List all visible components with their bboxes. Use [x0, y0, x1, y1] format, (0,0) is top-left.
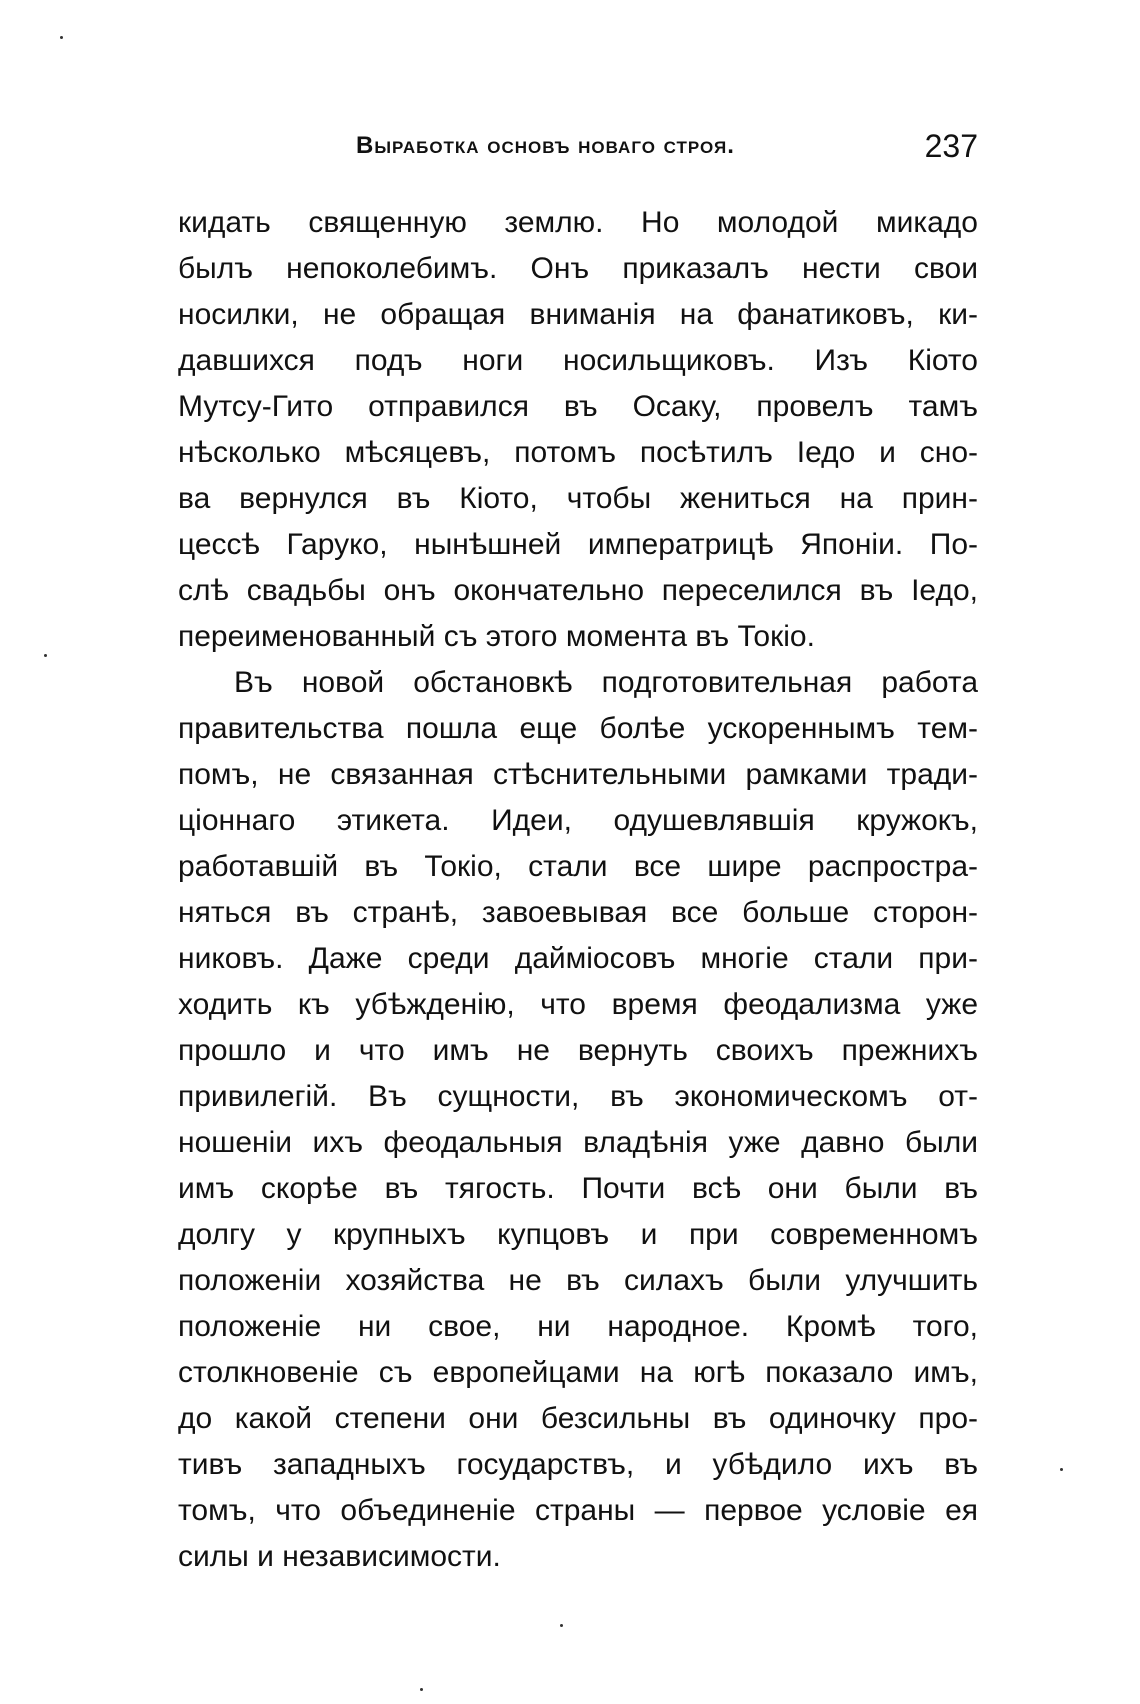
- text-line: прошло и что имъ не вернуть своихъ прежнихъ: [178, 1034, 978, 1067]
- scan-speck: [60, 36, 63, 39]
- text-line: правительства пошла еще болѣе ускореннымъ тем-: [178, 712, 978, 745]
- text-line: томъ, что объединеніе страны — первое условіе ея: [178, 1494, 978, 1527]
- text-line: ціоннаго этикета. Идеи, одушевлявшія кружокъ,: [178, 804, 978, 837]
- text-line: няться въ странѣ, завоевывая все больше сторон-: [178, 896, 978, 929]
- page-number: 237: [924, 128, 978, 164]
- text-line: цессѣ Гаруко, нынѣшней императрицѣ Японіи. По-: [178, 528, 978, 561]
- text-line: слѣ свадьбы онъ окончательно переселился въ Іедо,: [178, 574, 978, 607]
- scan-speck: [420, 1688, 423, 1691]
- text-line: былъ непоколебимъ. Онъ приказалъ нести свои: [178, 252, 978, 285]
- text-line: носилки, не обращая вниманія на фанатиковъ, ки-: [178, 298, 978, 331]
- scan-speck: [1060, 1468, 1063, 1471]
- paragraph-1: [178, 200, 978, 660]
- text-line: кидать священную землю. Но молодой микадо: [178, 206, 978, 239]
- text-line: давшихся подъ ноги носильщиковъ. Изъ Кіото: [178, 344, 978, 377]
- scan-speck: [560, 1624, 563, 1627]
- paragraph-2: [178, 660, 978, 1580]
- text-line: переименованный съ этого момента въ Токіо.: [178, 620, 815, 653]
- text-line: силы и независимости.: [178, 1540, 501, 1573]
- text-line: помъ, не связанная стѣснительными рамками тради-: [178, 758, 978, 791]
- scan-speck: [44, 654, 47, 657]
- text-line: долгу у крупныхъ купцовъ и при современномъ: [178, 1218, 978, 1251]
- text-line: ношеніи ихъ феодальныя владѣнія уже давно были: [178, 1126, 978, 1159]
- text-line: положеніе ни свое, ни народное. Кромѣ того,: [178, 1310, 978, 1343]
- text-line: имъ скорѣе въ тягость. Почти всѣ они были въ: [178, 1172, 978, 1205]
- text-line: никовъ. Даже среди дайміосовъ многіе стали при-: [178, 942, 978, 975]
- text-line: привилегій. Въ сущности, въ экономическомъ от-: [178, 1080, 978, 1113]
- text-line: ва вернулся въ Кіото, чтобы жениться на прин-: [178, 482, 978, 515]
- running-head: [178, 128, 978, 172]
- text-line: ходить къ убѣжденію, что время феодализма уже: [178, 988, 978, 1021]
- text-line: тивъ западныхъ государствъ, и убѣдило ихъ въ: [178, 1448, 978, 1481]
- text-line: Въ новой обстановкѣ подготовительная работа: [234, 666, 978, 699]
- body-text: [178, 200, 978, 1580]
- text-line: положеніи хозяйства не въ силахъ были улучшить: [178, 1264, 978, 1297]
- text-line: работавшій въ Токіо, стали все шире распростра-: [178, 850, 978, 883]
- running-title: Выработка основъ новаго строя.: [356, 132, 735, 159]
- text-line: Мутсу-Гито отправился въ Осаку, провелъ тамъ: [178, 390, 978, 423]
- text-line: нѣсколько мѣсяцевъ, потомъ посѣтилъ Іедо и сно-: [178, 436, 978, 469]
- text-line: до какой степени они безсильны въ одиночку про-: [178, 1402, 978, 1435]
- text-line: столкновеніе съ европейцами на югѣ показало имъ,: [178, 1356, 978, 1389]
